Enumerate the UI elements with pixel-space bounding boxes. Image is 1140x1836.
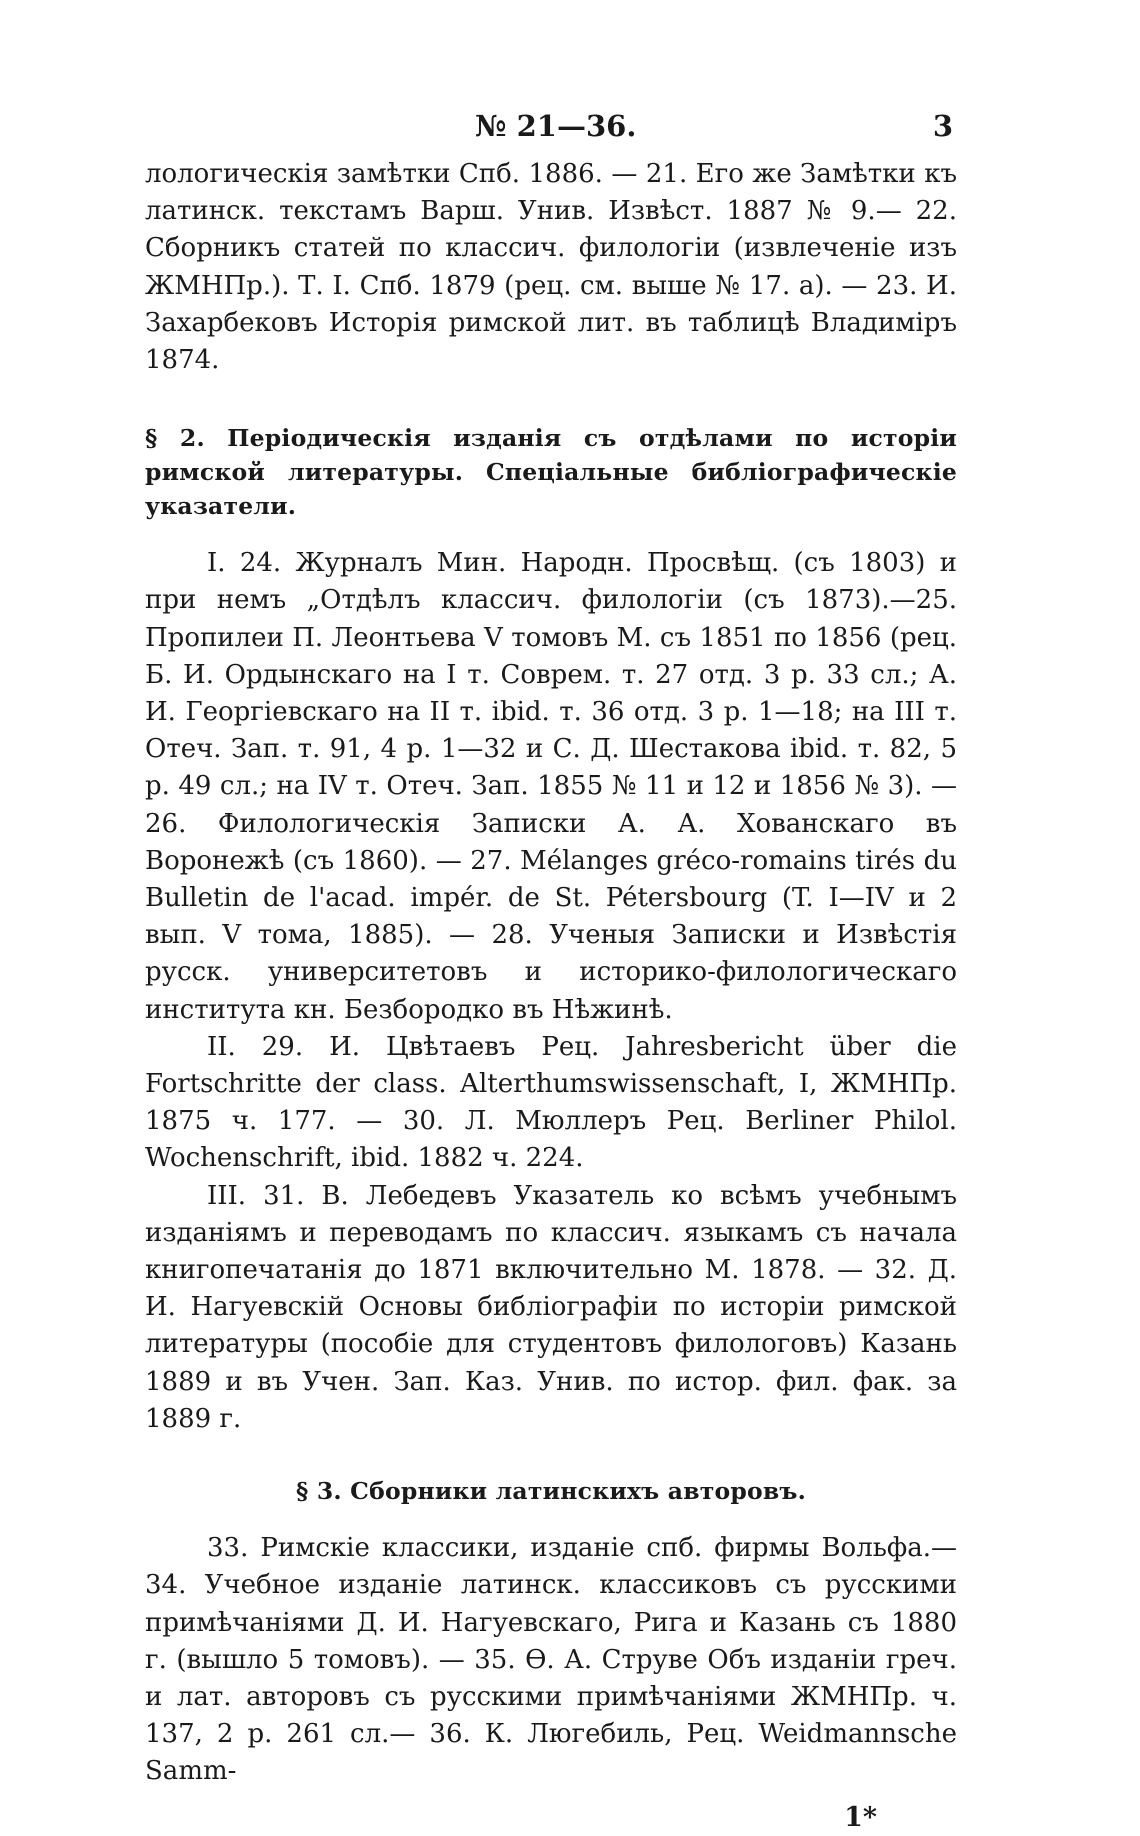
paragraph-reviews: II. 29. И. Цвѣтаевъ Рец. Jahresbericht über die Fortschritte der class. Alterthumswissenschaft, I, ЖМНПр. 1875 ч. 177. — 30. Л. Мюллеръ Рец. Berliner Philol. Wochenschrift, ibid. 1882 ч. 224. <box>145 1031 957 1174</box>
running-head <box>145 100 957 156</box>
paragraph-indexes: III. 31. В. Лебедевъ Указатель ко всѣмъ учебнымъ изданіямъ и переводамъ по классич. языкамъ съ начала книгопечатанія до 1871 включительно М. 1878. — 32. Д. И. Нагуевскій Основы библіографіи по исторіи римской литературы (пособіе для студентовъ филологовъ) Казань 1889 и въ Учен. Зап. Каз. Унив. по истор. фил. фак. за 1889 г. <box>145 1180 957 1434</box>
page-number: 3 <box>932 109 953 143</box>
page-title: № 21—36. <box>475 109 637 143</box>
paragraph-periodicals: I. 24. Журналъ Мин. Народн. Просвѣщ. (съ 1803) и при немъ „Отдѣлъ классич. филологіи (съ 1873).—25. Пропилеи П. Леонтьева V томовъ М. съ 1851 по 1856 (рец. Б. И. Ордынскаго на I т. Соврем. т. 27 отд. 3 р. 33 сл.; А. И. Георгіевскаго на II т. ibid. т. 36 отд. 3 р. 1—18; на III т. Отеч. Зап. т. 91, 4 р. 1—32 и С. Д. Шестакова ibid. т. 82, 5 р. 49 сл.; на IV т. Отеч. Зап. 1855 № 11 и 12 и 1856 № 3). — 26. Филологическія Записки А. А. Хованскаго въ Воронежѣ (съ 1860). — 27. Mélanges gréco-romains tirés du Bulletin de l'acad. impér. de St. Pétersbourg (T. I—IV и 2 вып. V тома, 1885). — 28. Ученыя Записки и Извѣстія русск. университетовъ и историко-филологическаго института кн. Безбородко въ Нѣжинѣ. <box>145 548 957 1025</box>
signature-mark: 1* <box>844 1801 877 1833</box>
section-heading-2: § 2. Періодическія изданія съ отдѣлами по исторіи римской литературы. Спеціальные библіографическіе указатели. <box>145 424 957 521</box>
section-heading-3: § 3. Сборники латинскихъ авторовъ. <box>295 1477 807 1506</box>
paragraph-collections: 33. Римскіе классики, изданіе спб. фирмы Вольфа.— 34. Учебное изданіе латинск. классиковъ съ русскими примѣчаніями Д. И. Нагуевскаго, Рига и Казань съ 1880 г. (вышло 5 томовъ). — 35. Ѳ. А. Струве Объ изданіи греч. и лат. авторовъ съ русскими примѣчаніями ЖМНПр. ч. 137, 2 р. 261 сл.— 36. К. Люгебиль, Рец. Weidmannsche Samm- <box>145 1533 957 1787</box>
paragraph-continuation: лологическія замѣтки Спб. 1886. — 21. Его же Замѣтки къ латинск. текстамъ Варш. Унив. Извѣст. 1887 № 9.— 22. Сборникъ статей по классич. филологіи (извлеченіе изъ ЖМНПр.). Т. I. Спб. 1879 (рец. см. выше № 17. a). — 23. И. Захарбековъ Исторія римской лит. въ таблицѣ Владиміръ 1874. <box>145 159 957 376</box>
page <box>145 100 957 1836</box>
